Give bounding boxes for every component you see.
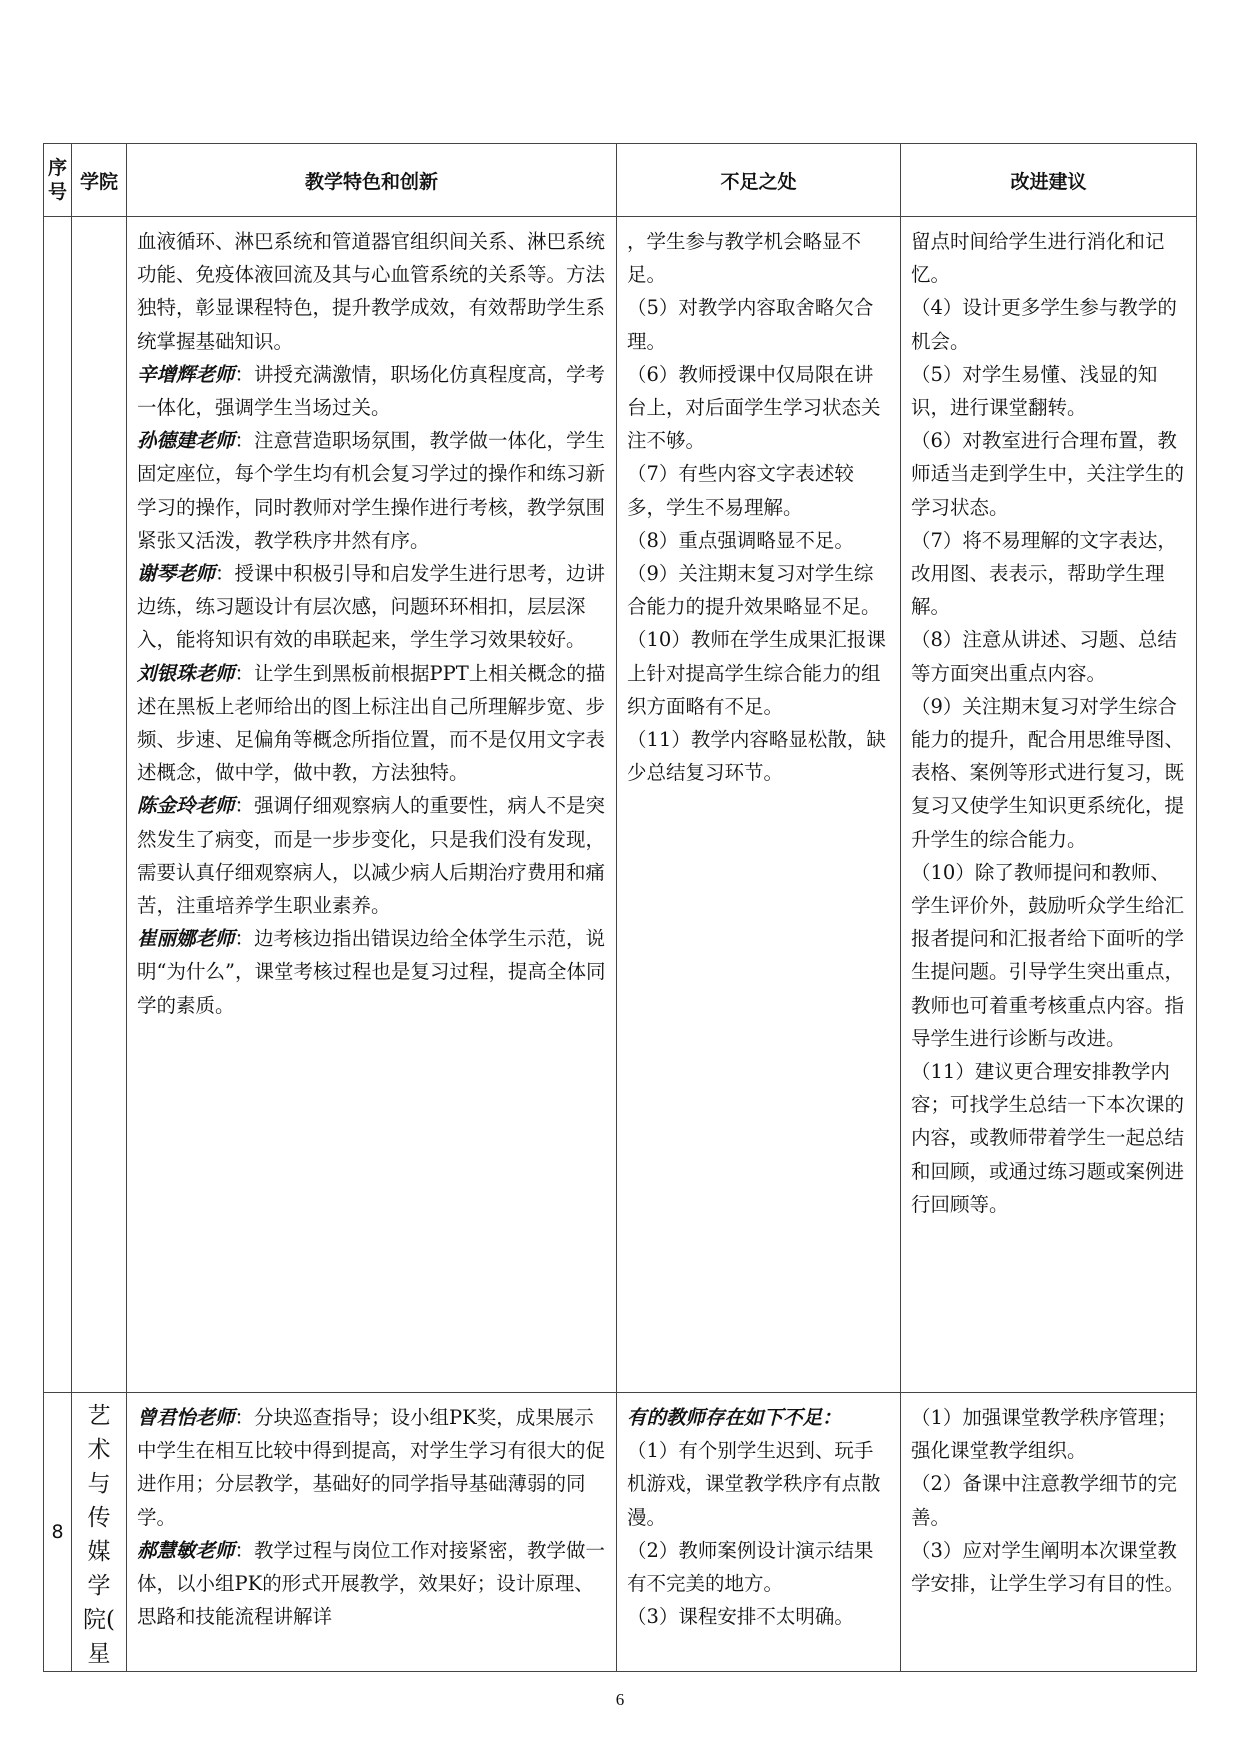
suggestion-item: （2）备课中注意教学细节的完善。 bbox=[911, 1472, 1177, 1529]
college-char: 媒 bbox=[87, 1539, 111, 1565]
row-index-cell bbox=[44, 217, 72, 1393]
page-number: 6 bbox=[615, 1690, 625, 1709]
college-char: 艺 bbox=[87, 1403, 111, 1429]
row-index: 8 bbox=[44, 1393, 72, 1672]
teacher-name: 曾君怡老师 bbox=[137, 1406, 235, 1429]
teacher-name: 崔丽娜老师 bbox=[137, 927, 235, 951]
feature-text: ：注意营造职场氛围，教学做一体化，学生固定座位，每个学生均有机会复习学过的操作和练习新学习的操作，同时教师对学生操作进行考核，教学氛围紧张又活泼，教学秩序井然有序。 bbox=[137, 429, 606, 552]
suggestions-cell bbox=[901, 1393, 1197, 1672]
shortcoming-item: ，学生参与教学机会略显不足。 bbox=[627, 230, 862, 287]
teacher-name: 谢琴老师 bbox=[137, 562, 216, 586]
teacher-name: 孙德建老师 bbox=[137, 429, 235, 453]
shortcoming-item: （9）关注期末复习对学生综合能力的提升效果略显不足。 bbox=[627, 562, 881, 619]
shortcoming-item: （1）有个别学生迟到、玩手机游戏，课堂教学秩序有点散漫。 bbox=[627, 1439, 881, 1529]
row-college-cell bbox=[72, 217, 127, 1393]
suggestion-item: （7）将不易理解的文字表达，改用图、表表示，帮助学生理解。 bbox=[911, 528, 1177, 619]
college-char: 与 bbox=[87, 1471, 111, 1497]
college-char: 传 bbox=[87, 1505, 111, 1531]
feature-paragraph bbox=[137, 424, 608, 557]
suggestion-item: （6）对教室进行合理布置，教师适当走到学生中，关注学生的学习状态。 bbox=[911, 429, 1185, 519]
college-char: 学 bbox=[87, 1573, 111, 1599]
header-index: 序号 bbox=[44, 144, 72, 217]
shortcomings-title: 有的教师存在如下不足： bbox=[627, 1406, 842, 1429]
suggestion-item: （3）应对学生阐明本次课堂教学安排，让学生学习有目的性。 bbox=[911, 1538, 1185, 1596]
suggestion-item: （5）对学生易懂、浅显的知识，进行课堂翻转。 bbox=[911, 362, 1158, 420]
college-char: 术 bbox=[87, 1437, 111, 1463]
feature-paragraph bbox=[137, 1401, 608, 1534]
feature-text: ：边考核边指出错误边给全体学生示范，说明“为什么”，课堂考核过程也是复习过程，提高全体同学的素质。 bbox=[137, 927, 606, 1017]
teacher-name: 陈金玲老师 bbox=[137, 794, 235, 818]
feature-paragraph bbox=[137, 1534, 608, 1634]
header-shortcomings: 不足之处 bbox=[617, 144, 901, 217]
feature-text: ：分块巡查指导；设小组PK奖，成果展示中学生在相互比较中得到提高，对学生学习有很大的促进作用；分层教学，基础好的同学指导基础薄弱的同学。 bbox=[137, 1406, 606, 1529]
suggestions-cell bbox=[901, 217, 1197, 1393]
suggestion-item: （10）除了教师提问和教师、学生评价外，鼓励听众学生给汇报者提问和汇报者给下面听的学生提问题。引导学生突出重点，教师也可着重考核重点内容。指导学生进行诊断与改进。 bbox=[911, 860, 1185, 1050]
feature-paragraph bbox=[137, 358, 608, 424]
shortcomings-cell bbox=[617, 1393, 901, 1672]
shortcoming-item: （10）教师在学生成果汇报课上针对提高学生综合能力的组织方面略有不足。 bbox=[627, 628, 886, 718]
teacher-name: 郝慧敏老师 bbox=[137, 1538, 235, 1562]
college-char: 星 bbox=[87, 1641, 111, 1667]
features-cell bbox=[127, 217, 617, 1393]
feature-text: ：讲授充满激情，职场化仿真程度高，学考一体化，强调学生当场过关。 bbox=[137, 362, 606, 420]
feature-paragraph bbox=[137, 657, 608, 790]
feature-paragraph bbox=[137, 557, 608, 657]
feature-paragraph bbox=[137, 225, 608, 358]
shortcoming-item: （5）对教学内容取舍略欠合理。 bbox=[627, 296, 874, 353]
teacher-name: 刘银珠老师 bbox=[137, 661, 235, 685]
feature-paragraph bbox=[137, 922, 608, 1022]
suggestion-item: （9）关注期末复习对学生综合能力的提升，配合用思维导图、表格、案例等形式进行复习，既复习又使学生知识更系统化，提升学生的综合能力。 bbox=[911, 694, 1185, 851]
shortcoming-item: （7）有些内容文字表述较多，学生不易理解。 bbox=[627, 462, 854, 519]
shortcoming-item: （6）教师授课中仅局限在讲台上，对后面学生学习状态关注不够。 bbox=[627, 362, 881, 453]
header-suggestions: 改进建议 bbox=[901, 144, 1197, 217]
header-college: 学院 bbox=[72, 144, 127, 217]
feature-text: 血液循环、淋巴系统和管道器官组织间关系、淋巴系统功能、免疫体液回流及其与心血管系统的关系等。方法独特，彰显课程特色，提升教学成效，有效帮助学生系统掌握基础知识。 bbox=[137, 230, 606, 353]
suggestion-item: （8）注意从讲述、习题、总结等方面突出重点内容。 bbox=[911, 628, 1177, 685]
college-char: 院( bbox=[83, 1607, 115, 1633]
shortcoming-item: （8）重点强调略显不足。 bbox=[627, 528, 854, 552]
feature-text: ：教学过程与岗位工作对接紧密，教学做一体，以小组PK的形式开展教学，效果好；设计原理、思路和技能流程讲解详 bbox=[137, 1538, 606, 1629]
feature-text: ：让学生到黑板前根据PPT上相关概念的描述在黑板上老师给出的图上标注出自己所理解步宽、步频、步速、足偏角等概念所指位置，而不是仅用文字表述概念，做中学，做中教，方法独特。 bbox=[137, 661, 606, 785]
table-row bbox=[44, 1393, 1197, 1672]
features-cell bbox=[127, 1393, 617, 1672]
suggestion-item: （1）加强课堂教学秩序管理；强化课堂教学组织。 bbox=[911, 1406, 1177, 1463]
shortcoming-item: （2）教师案例设计演示结果有不完美的地方。 bbox=[627, 1538, 874, 1596]
table-row bbox=[44, 217, 1197, 1393]
shortcoming-item: （3）课程安排不太明确。 bbox=[627, 1605, 854, 1629]
feature-paragraph bbox=[137, 789, 608, 922]
shortcoming-item: （11）教学内容略显松散，缺少总结复习环节。 bbox=[627, 728, 886, 785]
feature-text: ：强调仔细观察病人的重要性，病人不是突然发生了病变，而是一步步变化，只是我们没有发现，需要认真仔细观察病人，以减少病人后期治疗费用和痛苦，注重培养学生职业素养。 bbox=[137, 794, 606, 918]
header-features: 教学特色和创新 bbox=[127, 144, 617, 217]
feature-text: ：授课中积极引导和启发学生进行思考，边讲边练，练习题设计有层次感，问题环环相扣，层层深入，能将知识有效的串联起来，学生学习效果较好。 bbox=[137, 562, 606, 652]
suggestion-item: 留点时间给学生进行消化和记忆。 bbox=[911, 230, 1165, 287]
suggestion-item: （4）设计更多学生参与教学的机会。 bbox=[911, 296, 1177, 353]
teacher-name: 辛增辉老师 bbox=[137, 362, 235, 386]
header-row bbox=[44, 144, 1197, 217]
row-college bbox=[72, 1393, 127, 1672]
shortcomings-cell bbox=[617, 217, 901, 1393]
evaluation-table bbox=[43, 143, 1197, 1672]
suggestion-item: （11）建议更合理安排教学内容；可找学生总结一下本次课的内容，或教师带着学生一起总结和回顾，或通过练习题或案例进行回顾等。 bbox=[911, 1060, 1185, 1216]
